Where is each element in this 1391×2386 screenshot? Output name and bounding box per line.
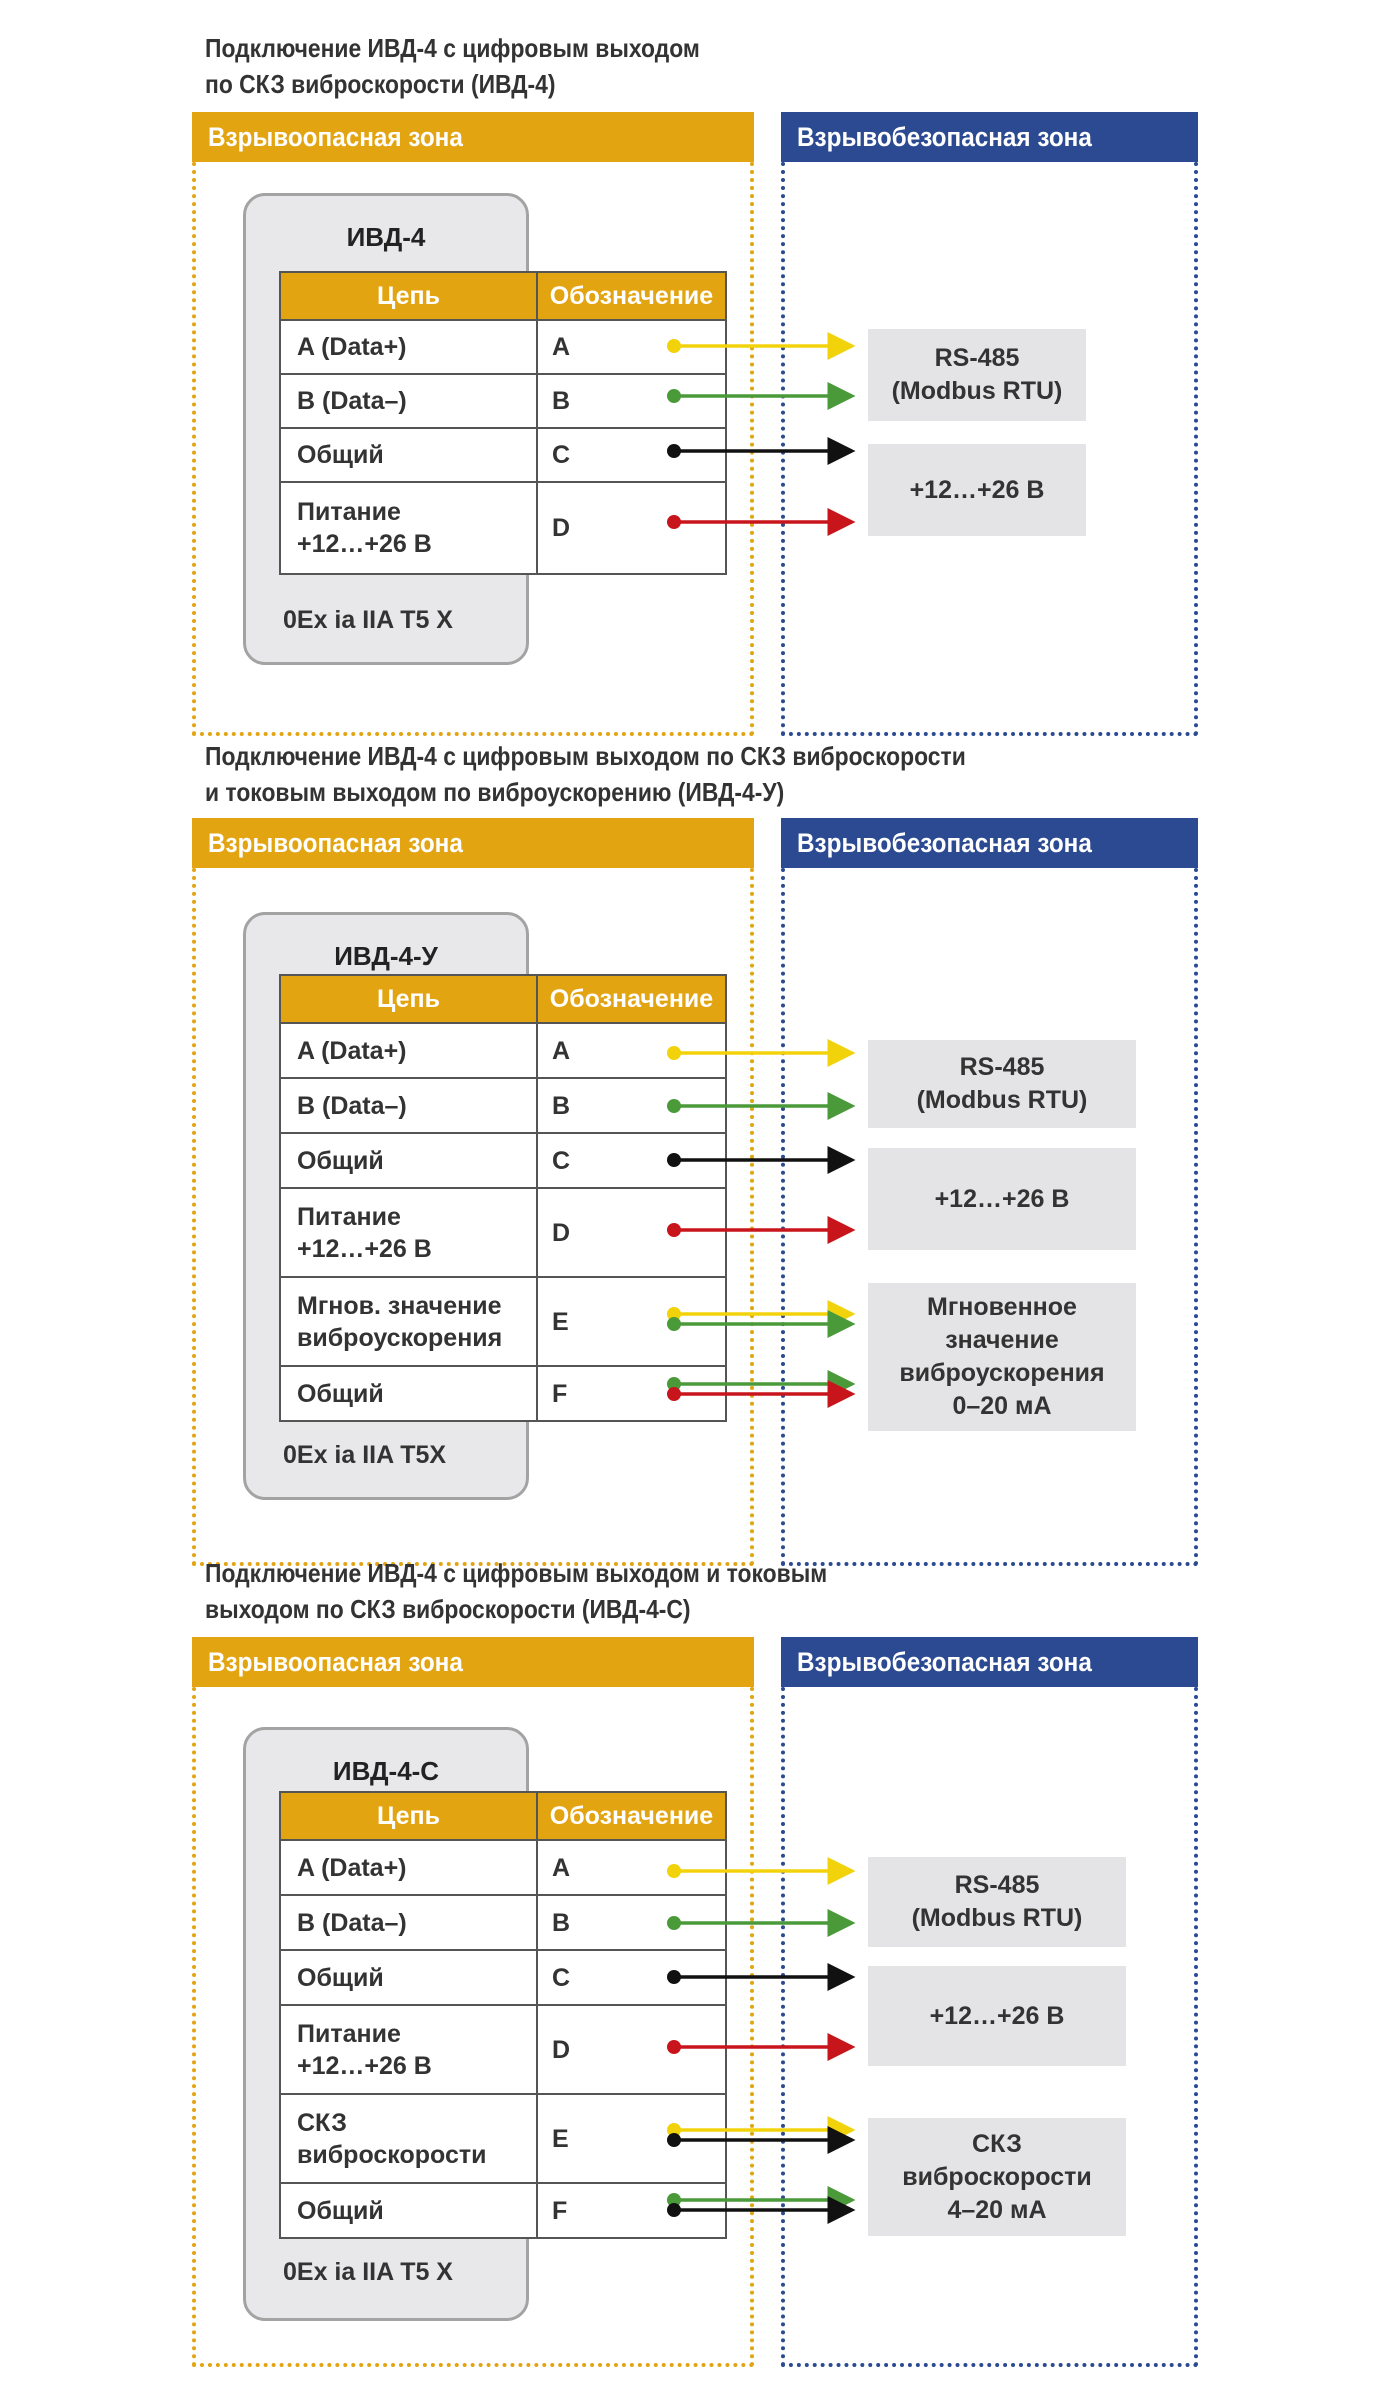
output-box-rs485: RS-485 (Modbus RTU) bbox=[868, 329, 1086, 421]
wire-c-black bbox=[667, 444, 852, 458]
section-title: Подключение ИВД-4 с цифровым выходом по СКЗ виброскорости и токовым выходом по виброускорению (ИВД-4-У) bbox=[205, 741, 966, 807]
output-box-rs485: RS-485 (Modbus RTU) bbox=[868, 1040, 1136, 1128]
safe-zone-label: Взрывобезопасная зона bbox=[797, 828, 1092, 858]
output-box-power: +12…+26 В bbox=[868, 1966, 1126, 2066]
wire-d-red bbox=[667, 1223, 852, 1237]
section-ivd4-s bbox=[0, 1555, 1391, 2386]
section-title: Подключение ИВД-4 с цифровым выходом и токовым выходом по СКЗ виброскорости (ИВД-4-С) bbox=[205, 1558, 828, 1624]
wire-b-green bbox=[667, 1099, 852, 1113]
pin-code: B bbox=[537, 1895, 726, 1950]
pin-code: C bbox=[537, 1133, 726, 1188]
wire-f-red bbox=[667, 1387, 852, 1401]
pin-circuit: B (Data–) bbox=[280, 1895, 537, 1950]
wire-f-green bbox=[667, 1377, 852, 1391]
wire-b-green bbox=[667, 389, 852, 403]
pin-circuit: B (Data–) bbox=[280, 374, 537, 428]
wire-e-yellow bbox=[667, 2123, 852, 2137]
hazardous-zone-label: Взрывоопасная зона bbox=[208, 122, 463, 152]
wire-e-yellow bbox=[667, 1307, 852, 1321]
wire-c-black bbox=[667, 1153, 852, 1167]
col-header-circuit: Цепь bbox=[280, 1792, 537, 1840]
col-header-designation: Обозначение bbox=[537, 975, 726, 1023]
col-header-circuit: Цепь bbox=[280, 975, 537, 1023]
output-box-acceleration: Мгновенное значение виброускорения 0–20 мА bbox=[868, 1283, 1136, 1431]
section-ivd4-u bbox=[0, 738, 1391, 1548]
pin-code: F bbox=[537, 1366, 726, 1421]
safe-zone-label: Взрывобезопасная зона bbox=[797, 1647, 1092, 1677]
col-header-designation: Обозначение bbox=[537, 1792, 726, 1840]
wiring-diagram bbox=[0, 30, 1391, 720]
pin-circuit: A (Data+) bbox=[280, 1023, 537, 1078]
col-header-designation: Обозначение bbox=[537, 272, 726, 320]
device-title: ИВД-4-С bbox=[332, 1756, 440, 1786]
pin-circuit: Общий bbox=[280, 1950, 537, 2005]
pin-circuit: B (Data–) bbox=[280, 1078, 537, 1133]
hazardous-zone-label: Взрывоопасная зона bbox=[208, 828, 463, 858]
wire-e-green bbox=[667, 1317, 852, 1331]
wire-a-yellow bbox=[667, 339, 852, 353]
output-box-power: +12…+26 В bbox=[868, 1148, 1136, 1250]
wire-a-yellow bbox=[667, 1046, 852, 1060]
ex-marking: 0Ex ia IIA T5 X bbox=[283, 606, 453, 634]
pin-code: E bbox=[537, 1277, 726, 1366]
pin-code: A bbox=[537, 320, 726, 374]
output-box-velocity: СКЗ виброскорости 4–20 мА bbox=[868, 2118, 1126, 2236]
pin-code: D bbox=[537, 2005, 726, 2094]
pin-circuit: A (Data+) bbox=[280, 1840, 537, 1895]
pin-circuit: Питание +12…+26 В bbox=[280, 482, 537, 574]
pin-code: B bbox=[537, 374, 726, 428]
wiring-diagram bbox=[0, 1555, 1391, 2386]
pin-code: D bbox=[537, 482, 726, 574]
pin-circuit: Общий bbox=[280, 428, 537, 482]
pin-circuit: Общий bbox=[280, 1366, 537, 1421]
section-title: Подключение ИВД-4 с цифровым выходом по СКЗ виброскорости (ИВД-4) bbox=[205, 33, 700, 99]
wire-b-green bbox=[667, 1916, 852, 1930]
pin-code: C bbox=[537, 1950, 726, 2005]
pin-circuit: СКЗ виброскорости bbox=[280, 2094, 537, 2183]
ex-marking: 0Ex ia IIA T5 X bbox=[283, 2258, 453, 2286]
wire-f-black bbox=[667, 2203, 852, 2217]
pin-code: D bbox=[537, 1188, 726, 1277]
wire-f-green bbox=[667, 2193, 852, 2207]
pin-circuit: Общий bbox=[280, 2183, 537, 2238]
pin-code: E bbox=[537, 2094, 726, 2183]
wire-e-black bbox=[667, 2133, 852, 2147]
pin-code: C bbox=[537, 428, 726, 482]
output-box-rs485: RS-485 (Modbus RTU) bbox=[868, 1857, 1126, 1947]
hazardous-zone-label: Взрывоопасная зона bbox=[208, 1647, 463, 1677]
pin-circuit: Мгнов. значение виброускорения bbox=[280, 1277, 537, 1366]
pin-circuit: Питание +12…+26 В bbox=[280, 1188, 537, 1277]
pin-circuit: A (Data+) bbox=[280, 320, 537, 374]
wiring-diagram bbox=[0, 738, 1391, 1548]
wire-a-yellow bbox=[667, 1864, 852, 1878]
ex-marking: 0Ex ia IIA T5X bbox=[283, 1441, 447, 1469]
pin-code: B bbox=[537, 1078, 726, 1133]
pin-code: A bbox=[537, 1840, 726, 1895]
safe-zone-label: Взрывобезопасная зона bbox=[797, 122, 1092, 152]
output-box-power: +12…+26 В bbox=[868, 444, 1086, 536]
pin-code: A bbox=[537, 1023, 726, 1078]
wire-d-red bbox=[667, 515, 852, 529]
device-title: ИВД-4 bbox=[346, 222, 426, 252]
device-title: ИВД-4-У bbox=[334, 941, 438, 971]
pin-code: F bbox=[537, 2183, 726, 2238]
col-header-circuit: Цепь bbox=[280, 272, 537, 320]
wire-c-black bbox=[667, 1970, 852, 1984]
wire-d-red bbox=[667, 2040, 852, 2054]
pin-circuit: Питание +12…+26 В bbox=[280, 2005, 537, 2094]
pin-circuit: Общий bbox=[280, 1133, 537, 1188]
section-ivd4 bbox=[0, 30, 1391, 720]
